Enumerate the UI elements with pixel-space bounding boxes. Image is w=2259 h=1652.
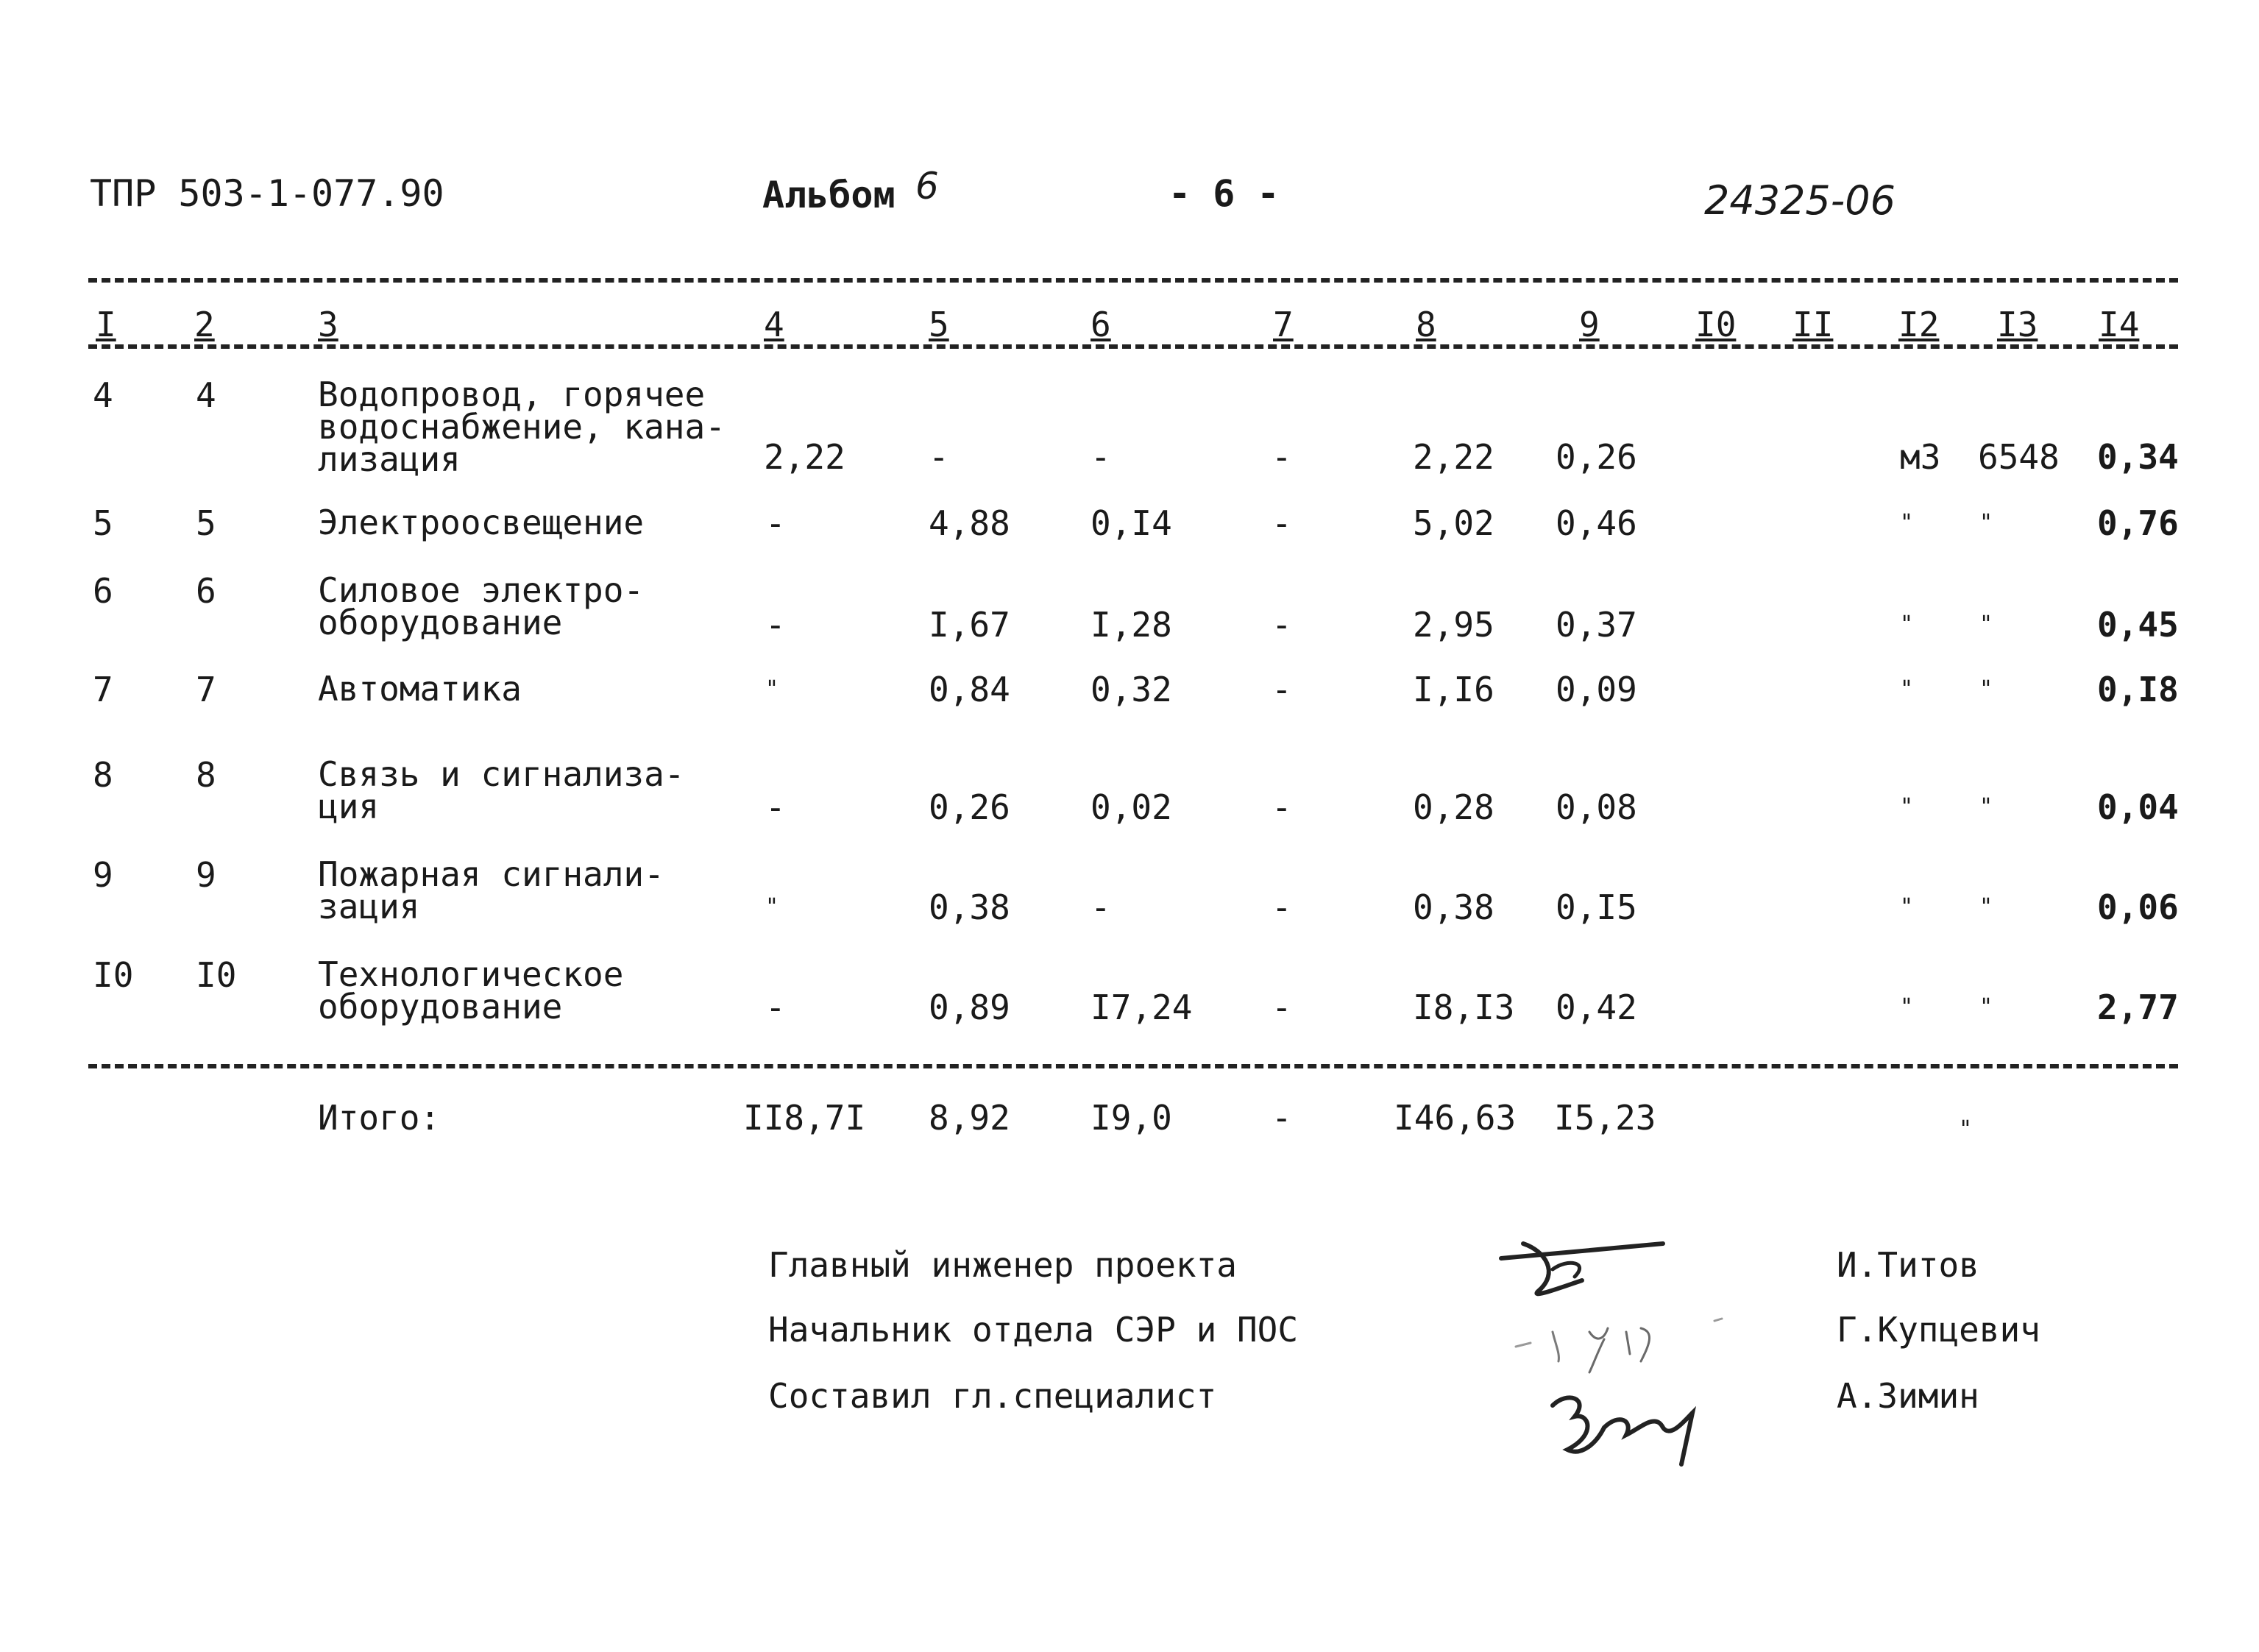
signature-role: Составил гл.специалист: [768, 1376, 1217, 1416]
header-separator: [88, 344, 2178, 349]
column-header: 7: [1273, 305, 1294, 344]
total-value: I9,0: [1091, 1098, 1172, 1138]
cell-value: 0,37: [1556, 605, 1637, 645]
cell-value: -: [1272, 605, 1292, 645]
cell-num: 7: [93, 670, 113, 709]
cell-num: 6: [196, 571, 216, 611]
total-value: 8,92: [929, 1098, 1010, 1138]
total-value: I5,23: [1554, 1098, 1656, 1138]
cell-num: 8: [93, 755, 113, 795]
cell-unit: ": [1900, 794, 1914, 820]
cell-value: 0,42: [1556, 988, 1637, 1027]
cell-value: 2,77: [2097, 988, 2179, 1027]
cell-value: 6548: [1978, 437, 2060, 477]
cell-value: -: [1272, 670, 1292, 709]
cell-num: 8: [196, 755, 216, 795]
cell-num: 4: [196, 375, 216, 415]
cell-value: 0,06: [2097, 887, 2179, 927]
top-separator: [88, 278, 2178, 283]
cell-value: -: [1091, 437, 1111, 477]
cell-value: 0,38: [1413, 887, 1494, 927]
document-number: 24325-06: [1704, 177, 1895, 224]
cell-value: 0,04: [2097, 787, 2179, 827]
cell-value: ": [1979, 676, 1993, 702]
total-label: Итого:: [318, 1098, 441, 1138]
cell-num: 5: [196, 503, 216, 543]
cell-value: -: [1272, 787, 1292, 827]
cell-value: -: [1091, 887, 1111, 927]
signature-mark-department-head: [1501, 1310, 1737, 1376]
cell-value: -: [1272, 503, 1292, 543]
cell-value: 0,09: [1556, 670, 1637, 709]
cell-value: -: [1272, 437, 1292, 477]
cell-value: -: [765, 787, 786, 827]
cell-name: Силовое электро- оборудование: [318, 570, 645, 642]
column-header: I0: [1695, 305, 1737, 344]
column-header: 9: [1579, 305, 1600, 344]
cell-value: ": [1979, 994, 1993, 1020]
cell-num: 6: [93, 571, 113, 611]
cell-unit: ": [1900, 611, 1914, 637]
cell-value: ": [1979, 794, 1993, 820]
cell-unit: ": [1900, 510, 1914, 536]
cell-unit: м3: [1900, 437, 1941, 477]
cell-value: 0,45: [2097, 605, 2179, 645]
cell-value: -: [765, 605, 786, 645]
cell-value: 4,88: [929, 503, 1010, 543]
cell-value: 0,26: [1556, 437, 1637, 477]
cell-value: 2,95: [1413, 605, 1494, 645]
cell-value: 2,22: [764, 437, 845, 477]
cell-value: 5,02: [1413, 503, 1494, 543]
cell-value: 0,26: [929, 787, 1010, 827]
column-header: I: [96, 305, 116, 344]
signature-name: И.Титов: [1837, 1245, 1979, 1285]
total-separator: [88, 1064, 2178, 1068]
cell-name: Водопровод, горячее водоснабжение, кана- лизация: [318, 375, 726, 479]
cell-value: -: [765, 503, 786, 543]
cell-value: ": [765, 676, 779, 702]
cell-num: 5: [93, 503, 113, 543]
cell-value: 0,38: [929, 887, 1010, 927]
cell-value: 0,34: [2097, 437, 2179, 477]
document-code: ТПР 503-1-077.90: [90, 172, 444, 215]
signature-name: Г.Купцевич: [1837, 1310, 2040, 1350]
cell-value: I,28: [1091, 605, 1172, 645]
column-header: 8: [1416, 305, 1436, 344]
cell-num: 9: [196, 855, 216, 895]
cell-name: Пожарная сигнали- зация: [318, 854, 664, 926]
cell-num: 4: [93, 375, 113, 415]
album-label: Альбом: [762, 174, 896, 216]
column-header: I3: [1997, 305, 2038, 344]
cell-value: 0,I4: [1091, 503, 1172, 543]
total-value: II8,7I: [743, 1098, 866, 1138]
total-value: I46,63: [1394, 1098, 1517, 1138]
total-value: -: [1272, 1098, 1292, 1138]
cell-value: 0,I5: [1556, 887, 1637, 927]
cell-value: ": [1979, 611, 1993, 637]
signature-role: Главный инженер проекта: [768, 1245, 1237, 1285]
cell-value: 0,28: [1413, 787, 1494, 827]
signature-mark-specialist: [1538, 1383, 1707, 1479]
cell-value: 0,76: [2097, 503, 2179, 543]
cell-num: I0: [93, 955, 134, 995]
cell-value: 0,I8: [2097, 670, 2179, 709]
signature-name: А.Зимин: [1837, 1376, 1979, 1416]
cell-name: Связь и сигнализа- ция: [318, 754, 685, 826]
signature-mark-chief-engineer: [1494, 1229, 1678, 1310]
cell-num: I0: [196, 955, 237, 995]
cell-unit: ": [1900, 894, 1914, 920]
cell-value: -: [1272, 887, 1292, 927]
cell-unit: ": [1900, 676, 1914, 702]
cell-value: I,67: [929, 605, 1010, 645]
signature-role: Начальник отдела СЭР и ПОС: [768, 1310, 1299, 1350]
cell-name: Автоматика: [318, 669, 522, 709]
cell-num: 9: [93, 855, 113, 895]
total-unit: ": [1959, 1116, 1973, 1142]
page-number: - 6 -: [1168, 172, 1280, 215]
cell-name: Электроосвещение: [318, 503, 645, 542]
album-number: 6: [915, 165, 939, 208]
cell-value: 0,46: [1556, 503, 1637, 543]
cell-value: 2,22: [1413, 437, 1494, 477]
cell-value: 0,84: [929, 670, 1010, 709]
cell-value: 0,32: [1091, 670, 1172, 709]
cell-value: I,I6: [1413, 670, 1494, 709]
column-header: I4: [2099, 305, 2140, 344]
cell-name: Технологическое оборудование: [318, 954, 624, 1027]
cell-value: ": [765, 894, 779, 920]
cell-num: 7: [196, 670, 216, 709]
cell-value: ": [1979, 510, 1993, 536]
cell-unit: ": [1900, 994, 1914, 1020]
column-header: II: [1792, 305, 1834, 344]
cell-value: I7,24: [1091, 988, 1193, 1027]
cell-value: -: [765, 988, 786, 1027]
cell-value: -: [929, 437, 949, 477]
cell-value: I8,I3: [1413, 988, 1515, 1027]
cell-value: -: [1272, 988, 1292, 1027]
cell-value: ": [1979, 894, 1993, 920]
column-header: 6: [1091, 305, 1111, 344]
column-header: I2: [1898, 305, 1940, 344]
column-header: 4: [764, 305, 784, 344]
column-header: 3: [318, 305, 338, 344]
cell-value: 0,89: [929, 988, 1010, 1027]
cell-value: 0,08: [1556, 787, 1637, 827]
column-header: 5: [929, 305, 949, 344]
column-header: 2: [194, 305, 215, 344]
cell-value: 0,02: [1091, 787, 1172, 827]
